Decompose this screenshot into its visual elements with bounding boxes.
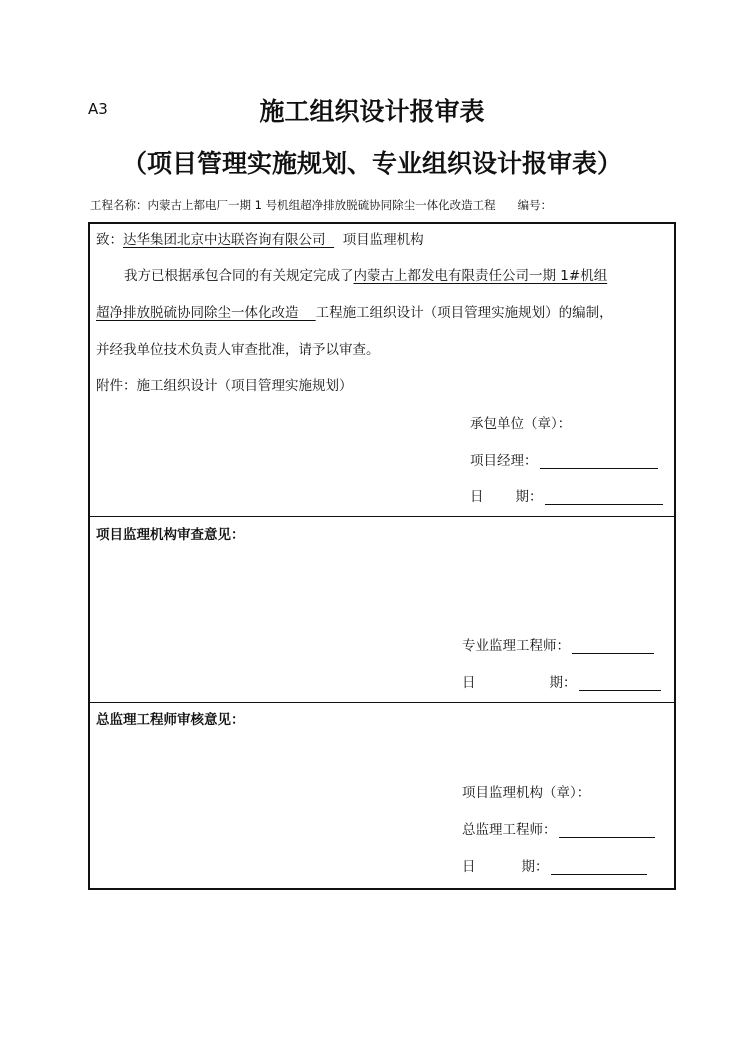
to-suffix: 项目监理机构 (342, 232, 424, 248)
date-field-3[interactable] (462, 855, 647, 875)
paragraph-line-1 (124, 264, 607, 284)
project-manager-field[interactable] (470, 449, 658, 469)
project-name: 内蒙古上都电厂一期 1 号机组超净排放脱硫协同除尘一体化改造工程 (147, 198, 496, 212)
date-label-b: 期： (515, 489, 543, 505)
project-label: 工程名称： (90, 198, 148, 212)
form-code: A3 (88, 100, 108, 118)
attachment-line: 附件：施工组织设计（项目管理实施规划） (96, 378, 353, 394)
number-label: 编号： (517, 198, 553, 212)
addressee-line (96, 228, 424, 248)
page-subtitle: （项目管理实施规划、专业组织设计报审表） (121, 149, 622, 178)
org-seal-label: 项目监理机构（章）： (462, 785, 591, 801)
chief-engineer-label: 总监理工程师： (462, 822, 557, 838)
para-mid: 工程施工组织设计（项目管理实施规划）的编制， (315, 305, 613, 321)
date-label-a: 日 (462, 675, 476, 691)
contractor-seal-label: 承包单位（章）： (470, 416, 572, 432)
date-label-b: 期： (549, 675, 577, 691)
chief-review-heading: 总监理工程师审核意见： (96, 712, 245, 728)
date-field-1[interactable] (470, 485, 663, 505)
date-label-a: 日 (462, 859, 476, 875)
date-label-a: 日 (470, 489, 484, 505)
project-manager-label: 项目经理： (470, 453, 538, 469)
chief-engineer-field[interactable] (462, 818, 655, 838)
to-org: 达华集团北京中达联咨询有限公司 (123, 232, 326, 248)
page-title: 施工组织设计报审表 (259, 97, 485, 126)
paragraph-line-2 (96, 301, 613, 321)
project-info (90, 197, 552, 213)
section-divider (88, 702, 674, 703)
para-project-1: 内蒙古上都发电有限责任公司一期 1#机组 (353, 268, 608, 284)
date-field-2[interactable] (462, 671, 661, 691)
specialist-engineer-label: 专业监理工程师： (462, 638, 570, 654)
section-divider (88, 516, 674, 517)
para-project-2: 超净排放脱硫协同除尘一体化改造 (96, 305, 299, 321)
para-prefix: 我方已根据承包合同的有关规定完成了 (124, 268, 354, 284)
specialist-engineer-field[interactable] (462, 634, 654, 654)
to-label: 致： (96, 232, 123, 248)
supervision-review-heading: 项目监理机构审查意见： (96, 527, 245, 543)
date-label-b: 期： (521, 859, 549, 875)
paragraph-line-3: 并经我单位技术负责人审查批准，请予以审查。 (96, 342, 380, 358)
